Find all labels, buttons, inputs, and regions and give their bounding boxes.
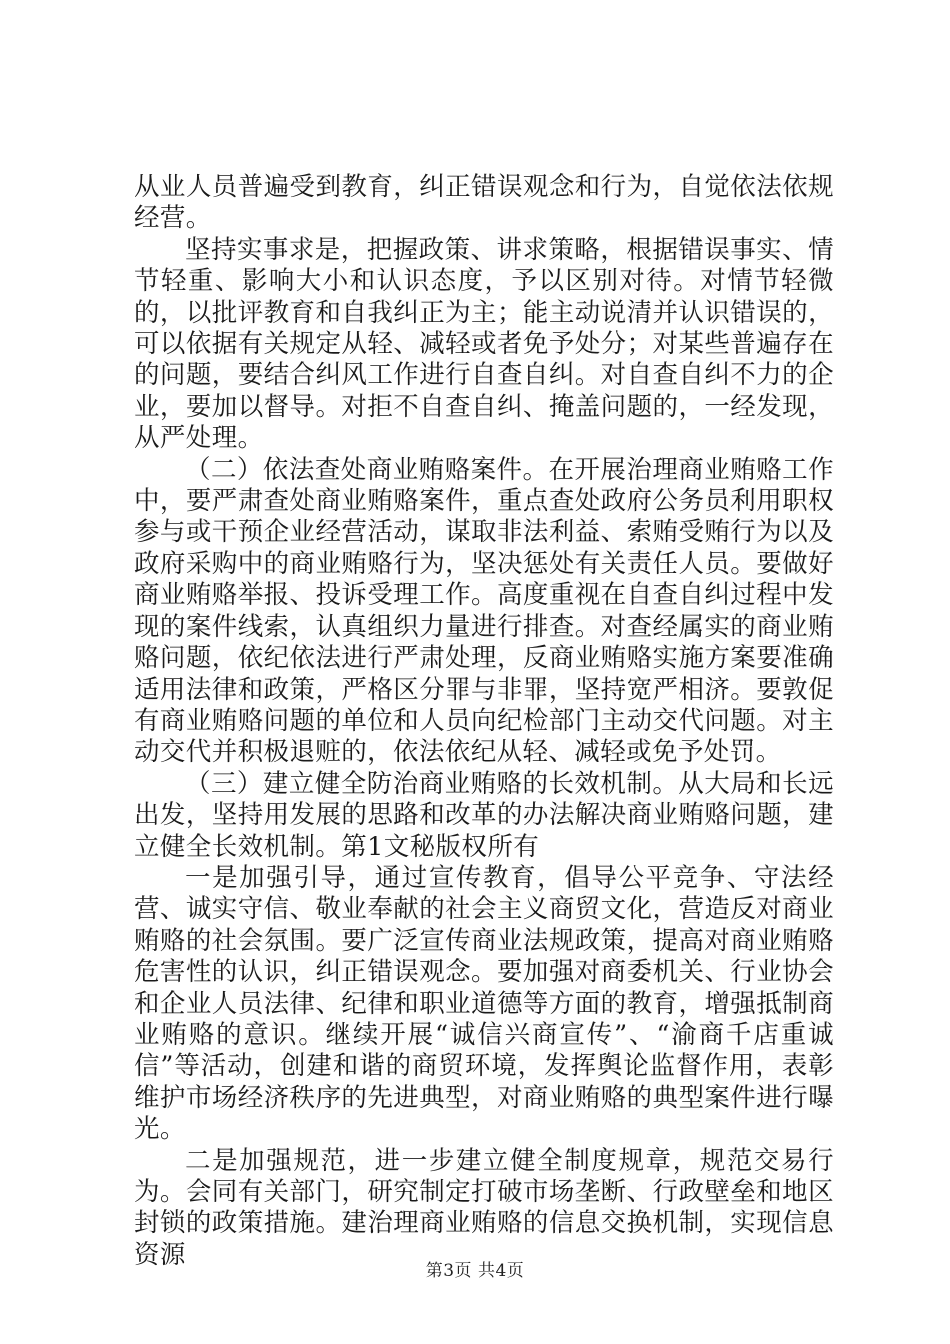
paragraph-continuation: 从业人员普遍受到教育，纠正错误观念和行为，自觉依法依规经营。 [134, 172, 834, 234]
paragraph-section-3: （三）建立健全防治商业贿赂的长效机制。从大局和长远出发，坚持用发展的思路和改革的办法解决商业贿赂问题，建立健全长效机制。第1文秘版权所有 [134, 768, 834, 862]
paragraph-section-2: （二）依法查处商业贿赂案件。在开展治理商业贿赂工作中，要严肃查处商业贿赂案件，重点查处政府公务员利用职权参与或干预企业经营活动，谋取非法利益、索贿受贿行为以及政府采购中的商业贿赂行为，坚决惩处有关责任人员。要做好商业贿赂举报、投诉受理工作。高度重视在自查自纠过程中发现的案件线索，认真组织力量进行排查。对查经属实的商业贿赂问题，依纪依法进行严肃处理，反商业贿赂实施方案要准确适用法律和政策，严格区分罪与非罪，坚持宽严相济。要敦促有商业贿赂问题的单位和人员向纪检部门主动交代问题。对主动交代并积极退赃的，依法依纪从轻、减轻或免予处罚。 [134, 454, 834, 768]
paragraph-point-2: 二是加强规范，进一步建立健全制度规章，规范交易行为。会同有关部门，研究制定打破市场垄断、行政壁垒和地区封锁的政策措施。建治理商业贿赂的信息交换机制，实现信息资源 [134, 1145, 834, 1270]
document-body [134, 172, 834, 1271]
paragraph-principle: 坚持实事求是，把握政策、讲求策略，根据错误事实、情节轻重、影响大小和认识态度，予以区别对待。对情节轻微的，以批评教育和自我纠正为主；能主动说清并认识错误的，可以依据有关规定从轻、减轻或者免予处分；对某些普遍存在的问题，要结合纠风工作进行自查自纠。对自查自纠不力的企业，要加以督导。对拒不自查自纠、掩盖问题的，一经发现，从严处理。 [134, 234, 834, 454]
page-footer: 第3页 共4页 [425, 1261, 525, 1281]
paragraph-point-1: 一是加强引导，通过宣传教育，倡导公平竞争、守法经营、诚实守信、敬业奉献的社会主义商贸文化，营造反对商业贿赂的社会氛围。要广泛宣传商业法规政策，提高对商业贿赂危害性的认识，纠正错误观念。要加强对商委机关、行业协会和企业人员法律、纪律和职业道德等方面的教育，增强抵制商业贿赂的意识。继续开展“诚信兴商宣传”、“渝商千店重诚信”等活动，创建和谐的商贸环境，发挥舆论监督作用，表彰维护市场经济秩序的先进典型，对商业贿赂的典型案件进行曝光。 [134, 862, 834, 1145]
